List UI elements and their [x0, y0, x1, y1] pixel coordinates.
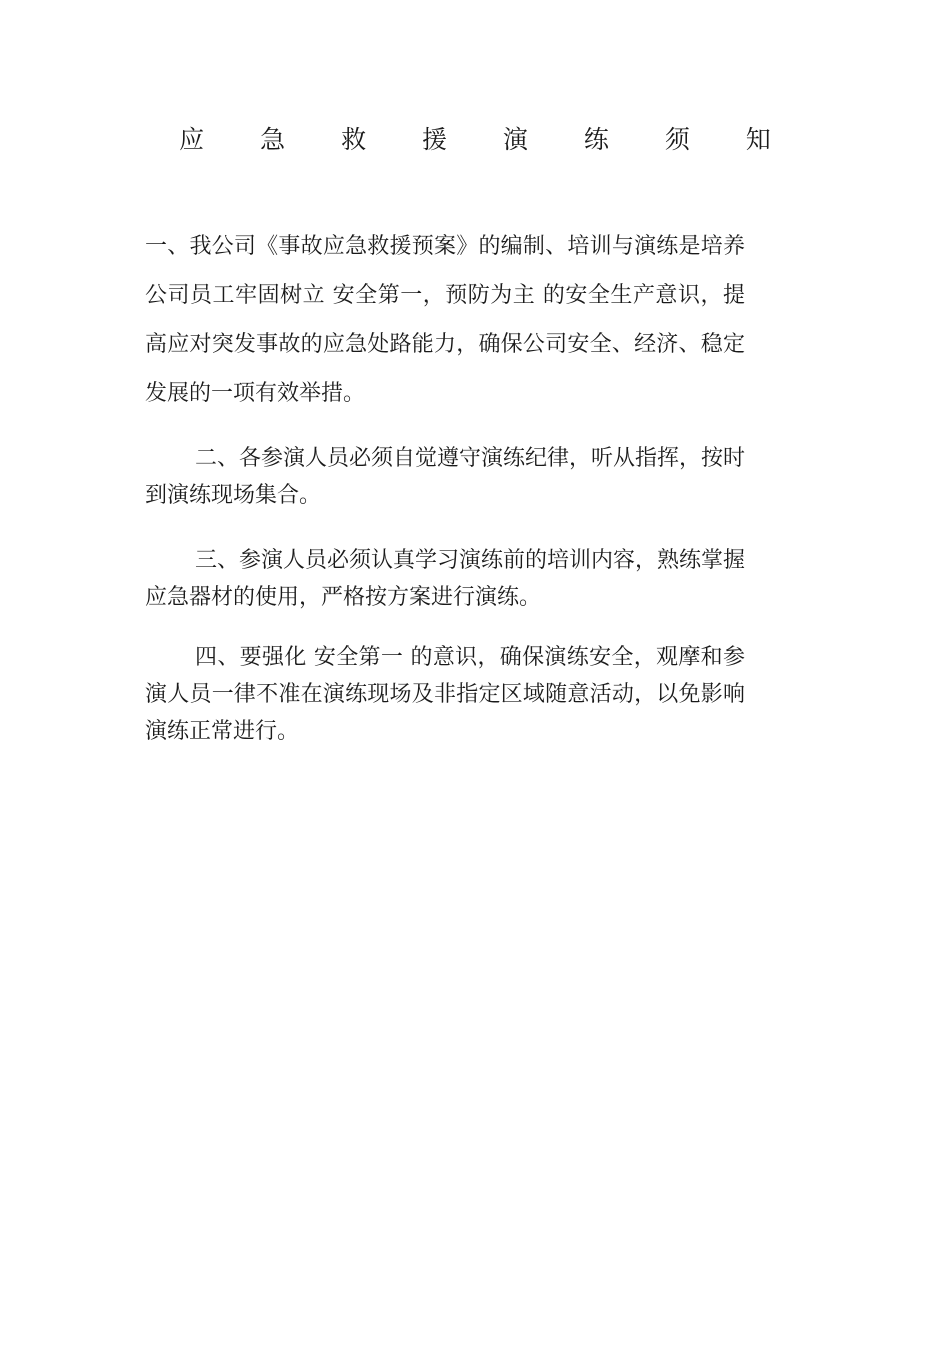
paragraph-3: 三、参演人员必须认真学习演练前的培训内容，熟练掌握应急器材的使用，严格按方案进行演练。 [145, 548, 746, 610]
document-title: 应 急 救 援 演 练 须 知 [179, 125, 795, 154]
paragraph-4: 四、要强化 安全第一 的意识，确保演练安全，观摩和参演人员一律不准在演练现场及非指定区域随意活动，以免影响演练正常进行。 [145, 645, 745, 744]
paragraph-1: 一、我公司《事故应急救援预案》的编制、培训与演练是培养公司员工牢固树立 安全第一，预防为主 的安全生产意识，提高应对突发事故的应急处路能力，确保公司安全、经济、稳定发展的一项有效举措。 [145, 234, 745, 406]
paragraph-2: 二、各参演人员必须自觉遵守演练纪律，听从指挥，按时到演练现场集合。 [145, 446, 746, 508]
